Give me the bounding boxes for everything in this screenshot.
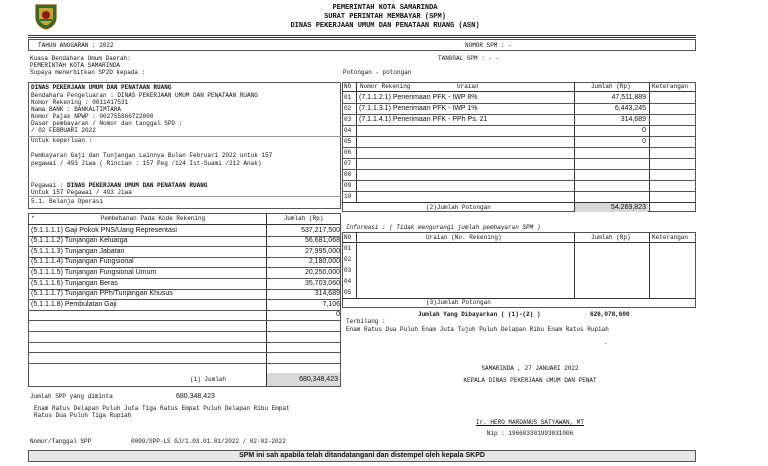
kode-row-value: 27,995,000 bbox=[304, 247, 340, 255]
payee-bank: Nama BANK : BANKALTIMTARA bbox=[31, 106, 122, 113]
kode-row-value: 56,681,068 bbox=[304, 237, 340, 245]
tanggal-spm: TANGGAL SPM : - - bbox=[438, 55, 500, 62]
addressee-line-2: PEMERINTAH KOTA SAMARINDA bbox=[30, 62, 121, 69]
tahun-anggaran: TAHUN ANGGARAN : 2022 bbox=[38, 42, 114, 49]
dibayarkan-label: Jumlah Yang Dibayarkan ( (1)-(2) ) bbox=[418, 311, 541, 318]
kode-row-divider bbox=[28, 342, 341, 343]
pot-row-number: 01 bbox=[344, 94, 352, 101]
kode-row-label: (5.1.1.1.5) Tunjangan Fungsional Umum bbox=[31, 268, 157, 276]
kode-row-value: 314,689 bbox=[314, 290, 340, 298]
kode-row-value: 20,250,000 bbox=[304, 268, 340, 276]
info-h-ket: Keterangan bbox=[652, 234, 689, 241]
pot-h-rekening: Nomor Rekening bbox=[360, 83, 411, 90]
kode-row-label: (5.1.1.1.7) Tunjangan PPh/Tunjangan Khusus bbox=[31, 290, 173, 298]
info-h-no: NO bbox=[344, 234, 352, 241]
pot-row-value: 0 bbox=[642, 126, 646, 134]
spp-nomor-value: 0009/SPP-LS GJ/1.03.01.01/2022 / 02-02-2022 bbox=[131, 438, 286, 445]
spp-terbilang-1: Enam Ratus Delapan Puluh Juta Tiga Ratus Empat Puluh Delapan Ribu Empat bbox=[34, 405, 290, 412]
pegawai-line: Pegawai : DINAS PEKERJAAN UMUM DAN PENATAAN RUANG bbox=[31, 182, 208, 189]
pot-row-number: 09 bbox=[344, 182, 352, 189]
spp-terbilang-2: Ratus Dua Puluh Tiga Rupiah bbox=[34, 412, 132, 419]
kode-row-label: (5.1.1.1.2) Tunjangan Keluarga bbox=[31, 237, 128, 245]
informasi-table bbox=[342, 232, 696, 308]
untuk-keperluan-label: Untuk keperluan : bbox=[31, 137, 93, 144]
terbilang-dot: . bbox=[604, 339, 608, 346]
pot-total-value: 54,269,823 bbox=[610, 204, 646, 211]
untuk-pegawai: Untuk 157 Pegawai / 493 Jiwa bbox=[31, 189, 132, 196]
kode-row-value: 2,180,000 bbox=[308, 258, 340, 266]
kode-row-divider bbox=[28, 331, 341, 332]
kode-total-label: (1) Jumlah bbox=[190, 376, 227, 383]
top-info-box bbox=[28, 39, 696, 51]
payee-npwp: Nomor Pajak NPWP : 002755866722000 bbox=[31, 113, 154, 120]
kode-header-jumlah: Jumlah (Rp) bbox=[283, 215, 324, 222]
sign-name: Ir. HERO MARDANUS SATYAWAN, MT bbox=[475, 419, 585, 426]
kode-header-label: Pembebanan Pada Kode Rekening bbox=[100, 215, 206, 222]
pot-row-number: 07 bbox=[344, 160, 352, 167]
pegawai-name: DINAS PEKERJAAN UMUM DAN PENATAAN RUANG bbox=[67, 182, 208, 189]
terbilang-value: Enam Ratus Dua Puluh Enam Juta Tujuh Puluh Delapan Ribu Enam Ratus Rupiah bbox=[346, 326, 609, 333]
header-line-3: DINAS PEKERJAAN UMUM DAN PENATAAN RUANG (ASN) bbox=[290, 22, 480, 30]
spp-nomor-label: Nomor/Tanggal SPP bbox=[30, 438, 92, 445]
pot-row-number: 06 bbox=[344, 149, 352, 156]
info-h-uraian: Uraian (No. Rekening) bbox=[426, 234, 502, 241]
informasi-note: Informasi : ( Tidak mengurangi jumlah pembayaran SPM ) bbox=[346, 224, 541, 231]
nomor-spm: NOMOR SPM : - bbox=[465, 42, 512, 49]
info-row-number: 01 bbox=[344, 245, 352, 252]
pot-row-value: 6,443,245 bbox=[614, 104, 646, 112]
addressee-line-3: Supaya menerbitkan SP2D kepada : bbox=[30, 69, 146, 76]
terbilang-label: Terbilang : bbox=[346, 318, 386, 325]
header-line-2: SURAT PERINTAH MEMBAYAR (SPM) bbox=[324, 13, 446, 21]
pot-row-number: 05 bbox=[344, 138, 352, 145]
kode-row-label: (5.1.1.1.3) Tunjangan Jabatan bbox=[31, 247, 125, 255]
kode-row-label: (5.1.1.1.4) Tunjangan Fungsional bbox=[31, 258, 134, 266]
pot-row-divider bbox=[342, 147, 696, 148]
keperluan-line-1: Pembayaran Gaji dan Tunjangan Lainnya Bulan Februari 2022 untuk 157 bbox=[31, 152, 273, 159]
pot-h-ket: Keterangan bbox=[652, 83, 689, 90]
payee-rekening: Nomor Rekening : 0011417531 bbox=[31, 99, 129, 106]
sign-place-date: SAMARINDA , 27 JANUARI 2022 bbox=[481, 365, 579, 372]
potongan-label: Potongan - potongan bbox=[343, 69, 412, 76]
info-row-number: 05 bbox=[344, 289, 352, 296]
pot-row-number: 10 bbox=[344, 193, 352, 200]
spp-label: Jumlah SPP yang diminta bbox=[30, 393, 113, 400]
kode-total-value: 680,348,423 bbox=[299, 376, 338, 383]
kode-row-divider bbox=[28, 352, 341, 353]
pot-row-divider bbox=[342, 180, 696, 181]
kode-row-value: 35,703,060 bbox=[304, 279, 340, 287]
pot-row-divider bbox=[342, 191, 696, 192]
kode-row-value: 7,106 bbox=[322, 300, 340, 308]
sign-title: KEPALA DINAS PEKERJAAN UMUM DAN PENAT bbox=[463, 377, 597, 384]
payee-dasar: Dasar pembayaran / Nomor dan tanggal SPD : bbox=[31, 120, 183, 127]
pot-row-value: 0 bbox=[642, 137, 646, 145]
addressee-line-1: Kuasa Bendahara Umum Daerah: bbox=[30, 55, 131, 62]
pot-row-value: 314,689 bbox=[620, 115, 646, 123]
kode-row-label: (5.1.1.1.1) Gaji Pokok PNS/Uang Representasi bbox=[31, 226, 177, 234]
city-emblem-icon bbox=[34, 3, 58, 30]
spp-value: 680,348,423 bbox=[176, 393, 215, 400]
kode-row-label: (5.1.1.1.6) Tunjangan Beras bbox=[31, 279, 118, 287]
payee-spd-date: / 02 FEBRUARI 2022 bbox=[31, 127, 96, 134]
belanja-operasi: 5.1. Belanja Operasi bbox=[31, 198, 104, 205]
header-line-1: PEMERINTAH KOTA SAMARINDA bbox=[332, 4, 438, 12]
pot-row-divider bbox=[342, 169, 696, 170]
pot-row-label: (7.1.1.4.1) Penerimaan PFK - PPh Ps. 21 bbox=[359, 115, 488, 123]
pot-row-number: 02 bbox=[344, 105, 352, 112]
payee-name: DINAS PEKERJAAN UMUM DAN PENATAAN RUANG bbox=[31, 84, 172, 91]
pot-row-number: 08 bbox=[344, 171, 352, 178]
keperluan-line-2: pegawai / 493 Jiwa ( Rincian : 157 Peg /124 Ist-Suami /212 Anak) bbox=[31, 160, 262, 167]
pot-row-label: (7.1.1.2.1) Penerimaan PFK - IWP 8% bbox=[359, 93, 478, 101]
kode-row-value: 537,217,500 bbox=[301, 226, 340, 234]
info-row-number: 04 bbox=[344, 278, 352, 285]
pot-row-value: 47,511,889 bbox=[611, 93, 646, 101]
pot-h-uraian: Uraian bbox=[457, 83, 479, 90]
kode-row-divider bbox=[28, 363, 341, 364]
pot-h-jumlah: Jumlah (Rp) bbox=[591, 83, 631, 90]
pot-h-no: NO bbox=[344, 83, 352, 90]
pot-row-number: 04 bbox=[344, 127, 352, 134]
info-h-jumlah: Jumlah (Rp) bbox=[591, 234, 631, 241]
pot-row-label: (7.1.1.3.1) Penerimaan PFK - IWP 1% bbox=[359, 104, 478, 112]
sign-nip: Nip : 196603301993031006 bbox=[486, 430, 574, 437]
kode-row-divider bbox=[28, 320, 341, 321]
kode-header-mark: * bbox=[31, 215, 35, 222]
payee-line-1: Bendahara Pengeluaran : DINAS PEKERJAAN UMUM DAN PENATAAN RUANG bbox=[31, 92, 258, 99]
pot-row-divider bbox=[342, 158, 696, 159]
dibayarkan-value: 626,078,600 bbox=[590, 311, 630, 318]
pot-row-number: 03 bbox=[344, 116, 352, 123]
info-total-label: (3)Jumlah Potongan bbox=[426, 299, 491, 306]
footer-note: SPM ini sah apabila telah ditandatangani dan distempel oleh kepala SKPD bbox=[239, 452, 485, 459]
kode-row-label: (5.1.1.1.8) Pembulatan Gaji bbox=[31, 300, 117, 308]
info-row-number: 03 bbox=[344, 267, 352, 274]
info-row-number: 02 bbox=[344, 256, 352, 263]
pot-total-label: (2)Jumlah Potongan bbox=[426, 204, 491, 211]
kode-row-value: 0 bbox=[336, 311, 340, 319]
